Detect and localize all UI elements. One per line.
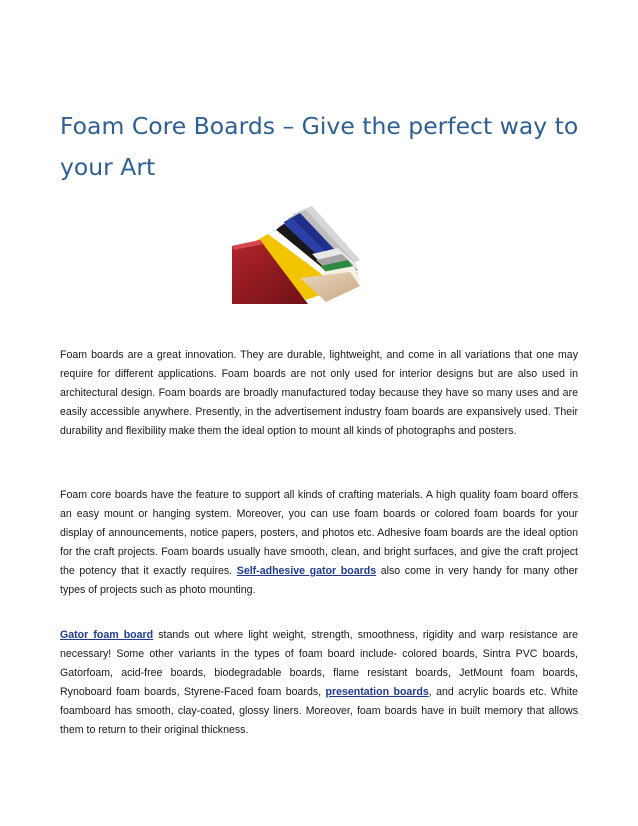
paragraph <box>60 486 578 600</box>
inline-link[interactable]: Gator foam board <box>60 629 154 641</box>
paragraph-text: , and acrylic boards etc. White foamboard has smooth, clay-coated, glossy liners. Moreover, foam boards have in built memory that allows them to return to their original thickness. <box>60 686 578 736</box>
inline-link[interactable]: presentation boards <box>325 686 429 698</box>
paragraph-text: Foam boards are a great innovation. They are durable, lightweight, and come in all variations that one may require for different applications. Foam boards are not only used for interior designs but are also used in architectural design. Foam boards are broadly manufactured today because they have so many uses and are easily accessible anywhere. Presently, in the advertisement industry foam boards are expansively used. Their durability and flexibility make them the ideal option to mount all kinds of photographs and posters. <box>60 349 578 437</box>
foam-board-stack-image <box>230 200 360 304</box>
page-title: Foam Core Boards – Give the perfect way to your Art <box>60 112 579 181</box>
paragraph-text: stands out where light weight, strength, smoothness, rigidity and warp resistance are necessary! Some other variants in the types of foam board include- colored boards, Sintra PVC boards, Gatorfoam, acid-free boards, biodegradable boards, flame resistant boards, JetMount foam boards, Rynoboard foam boards, Styrene-Faced foam boards, <box>60 629 578 698</box>
paragraph-text: Foam core boards have the feature to support all kinds of crafting materials. A high quality foam board offers an easy mount or hanging system. Moreover, you can use foam boards or colored foam boards for your display of announcements, notice papers, posters, and photos etc. Adhesive foam boards are the ideal option for the craft projects. Foam boards usually have smooth, clean, and bright surfaces, and give the craft project the potency that it exactly requires. <box>60 489 578 577</box>
paragraph-text: also come in very handy for many other types of projects such as photo mounting. <box>60 565 578 596</box>
inline-link[interactable]: Self-adhesive gator boards <box>236 565 377 577</box>
paragraph <box>60 626 578 740</box>
foam-board-stack-icon <box>230 200 360 304</box>
paragraph <box>60 346 578 441</box>
